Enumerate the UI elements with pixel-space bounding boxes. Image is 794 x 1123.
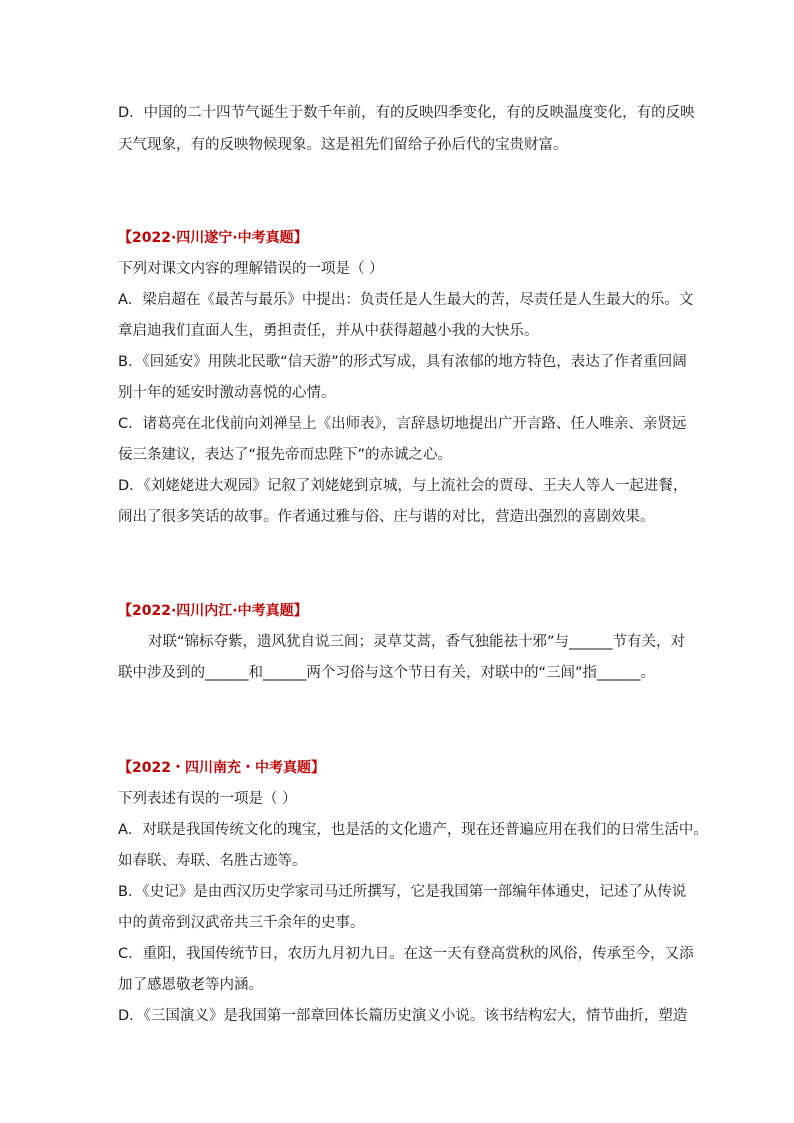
option-line: A．对联是我国传统文化的瑰宝，也是活的文化遗产，现在还普遍应用在我们的日常生活中。	[118, 822, 708, 838]
option-line: 如春联、寿联、名胜古迹等。	[118, 853, 307, 869]
question-stem-nanchong: 下列表述有误的一项是（ ）	[118, 791, 297, 807]
option-line: C．重阳，我国传统节日，农历九月初九日。在这一天有登高赏秋的风俗，传承至今，又添	[118, 946, 694, 962]
option-line: D．《刘姥姥进大观园》记叙了刘姥姥到京城，与上流社会的贾母、王夫人等人一起进餐，	[118, 478, 688, 494]
question-heading-suining: 【2022·四川遂宁·中考真题】	[118, 230, 308, 246]
option-line: 闹出了很多笑话的故事。作者通过雅与俗、庄与谐的对比，营造出强烈的喜剧效果。	[118, 509, 655, 525]
option-line: 加了感恩敬老等内涵。	[118, 977, 263, 993]
option-line: 佞三条建议，表达了“报先帝而忠陛下”的赤诚之心。	[118, 447, 453, 463]
option-line: B．《回延安》用陕北民歌“信天游”的形式写成，具有浓郁的地方特色，表达了作者重回阔	[118, 354, 687, 370]
option-line: A．梁启超在《最苦与最乐》中提出：负责任是人生最大的苦，尽责任是人生最大的乐。文	[118, 292, 694, 308]
fill-blank-line-2: 联中涉及到的______和______两个习俗与这个节日有关，对联中的“三闾”指______。	[118, 665, 656, 681]
question-stem-suining: 下列对课文内容的理解错误的一项是（ ）	[118, 261, 384, 277]
fill-blank-line-1: 对联“锦标夺紫，遗风犹自说三闾；灵草艾蒿，香气独能祛十邪”与______节有关，对	[148, 634, 686, 650]
option-line: D．《三国演义》是我国第一部章回体长篇历史演义小说。该书结构宏大，情节曲折，塑造	[118, 1008, 688, 1024]
option-line: 章启迪我们直面人生，勇担责任，并从中获得超越小我的大快乐。	[118, 323, 539, 339]
option-d-line-1: D．中国的二十四节气诞生于数千年前，有的反映四季变化，有的反映温度变化，有的反映	[118, 105, 695, 121]
option-line: 中的黄帝到汉武帝共三千余年的史事。	[118, 915, 365, 931]
option-line: C．诸葛亮在北伐前向刘禅呈上《出师表》，言辞恳切地提出广开言路、任人唯亲、亲贤远	[118, 416, 687, 432]
option-d-line-2: 天气现象，有的反映物候现象。这是祖先们留给子孙后代的宝贵财富。	[118, 137, 568, 153]
question-heading-neijiang: 【2022·四川内江·中考真题】	[118, 603, 308, 619]
question-heading-nanchong: 【2022・四川南充・中考真题】	[118, 760, 325, 776]
option-line: 别十年的延安时激动喜悦的心情。	[118, 385, 336, 401]
option-line: B．《史记》是由西汉历史学家司马迁所撰写，它是我国第一部编年体通史，记述了从传说	[118, 884, 687, 900]
